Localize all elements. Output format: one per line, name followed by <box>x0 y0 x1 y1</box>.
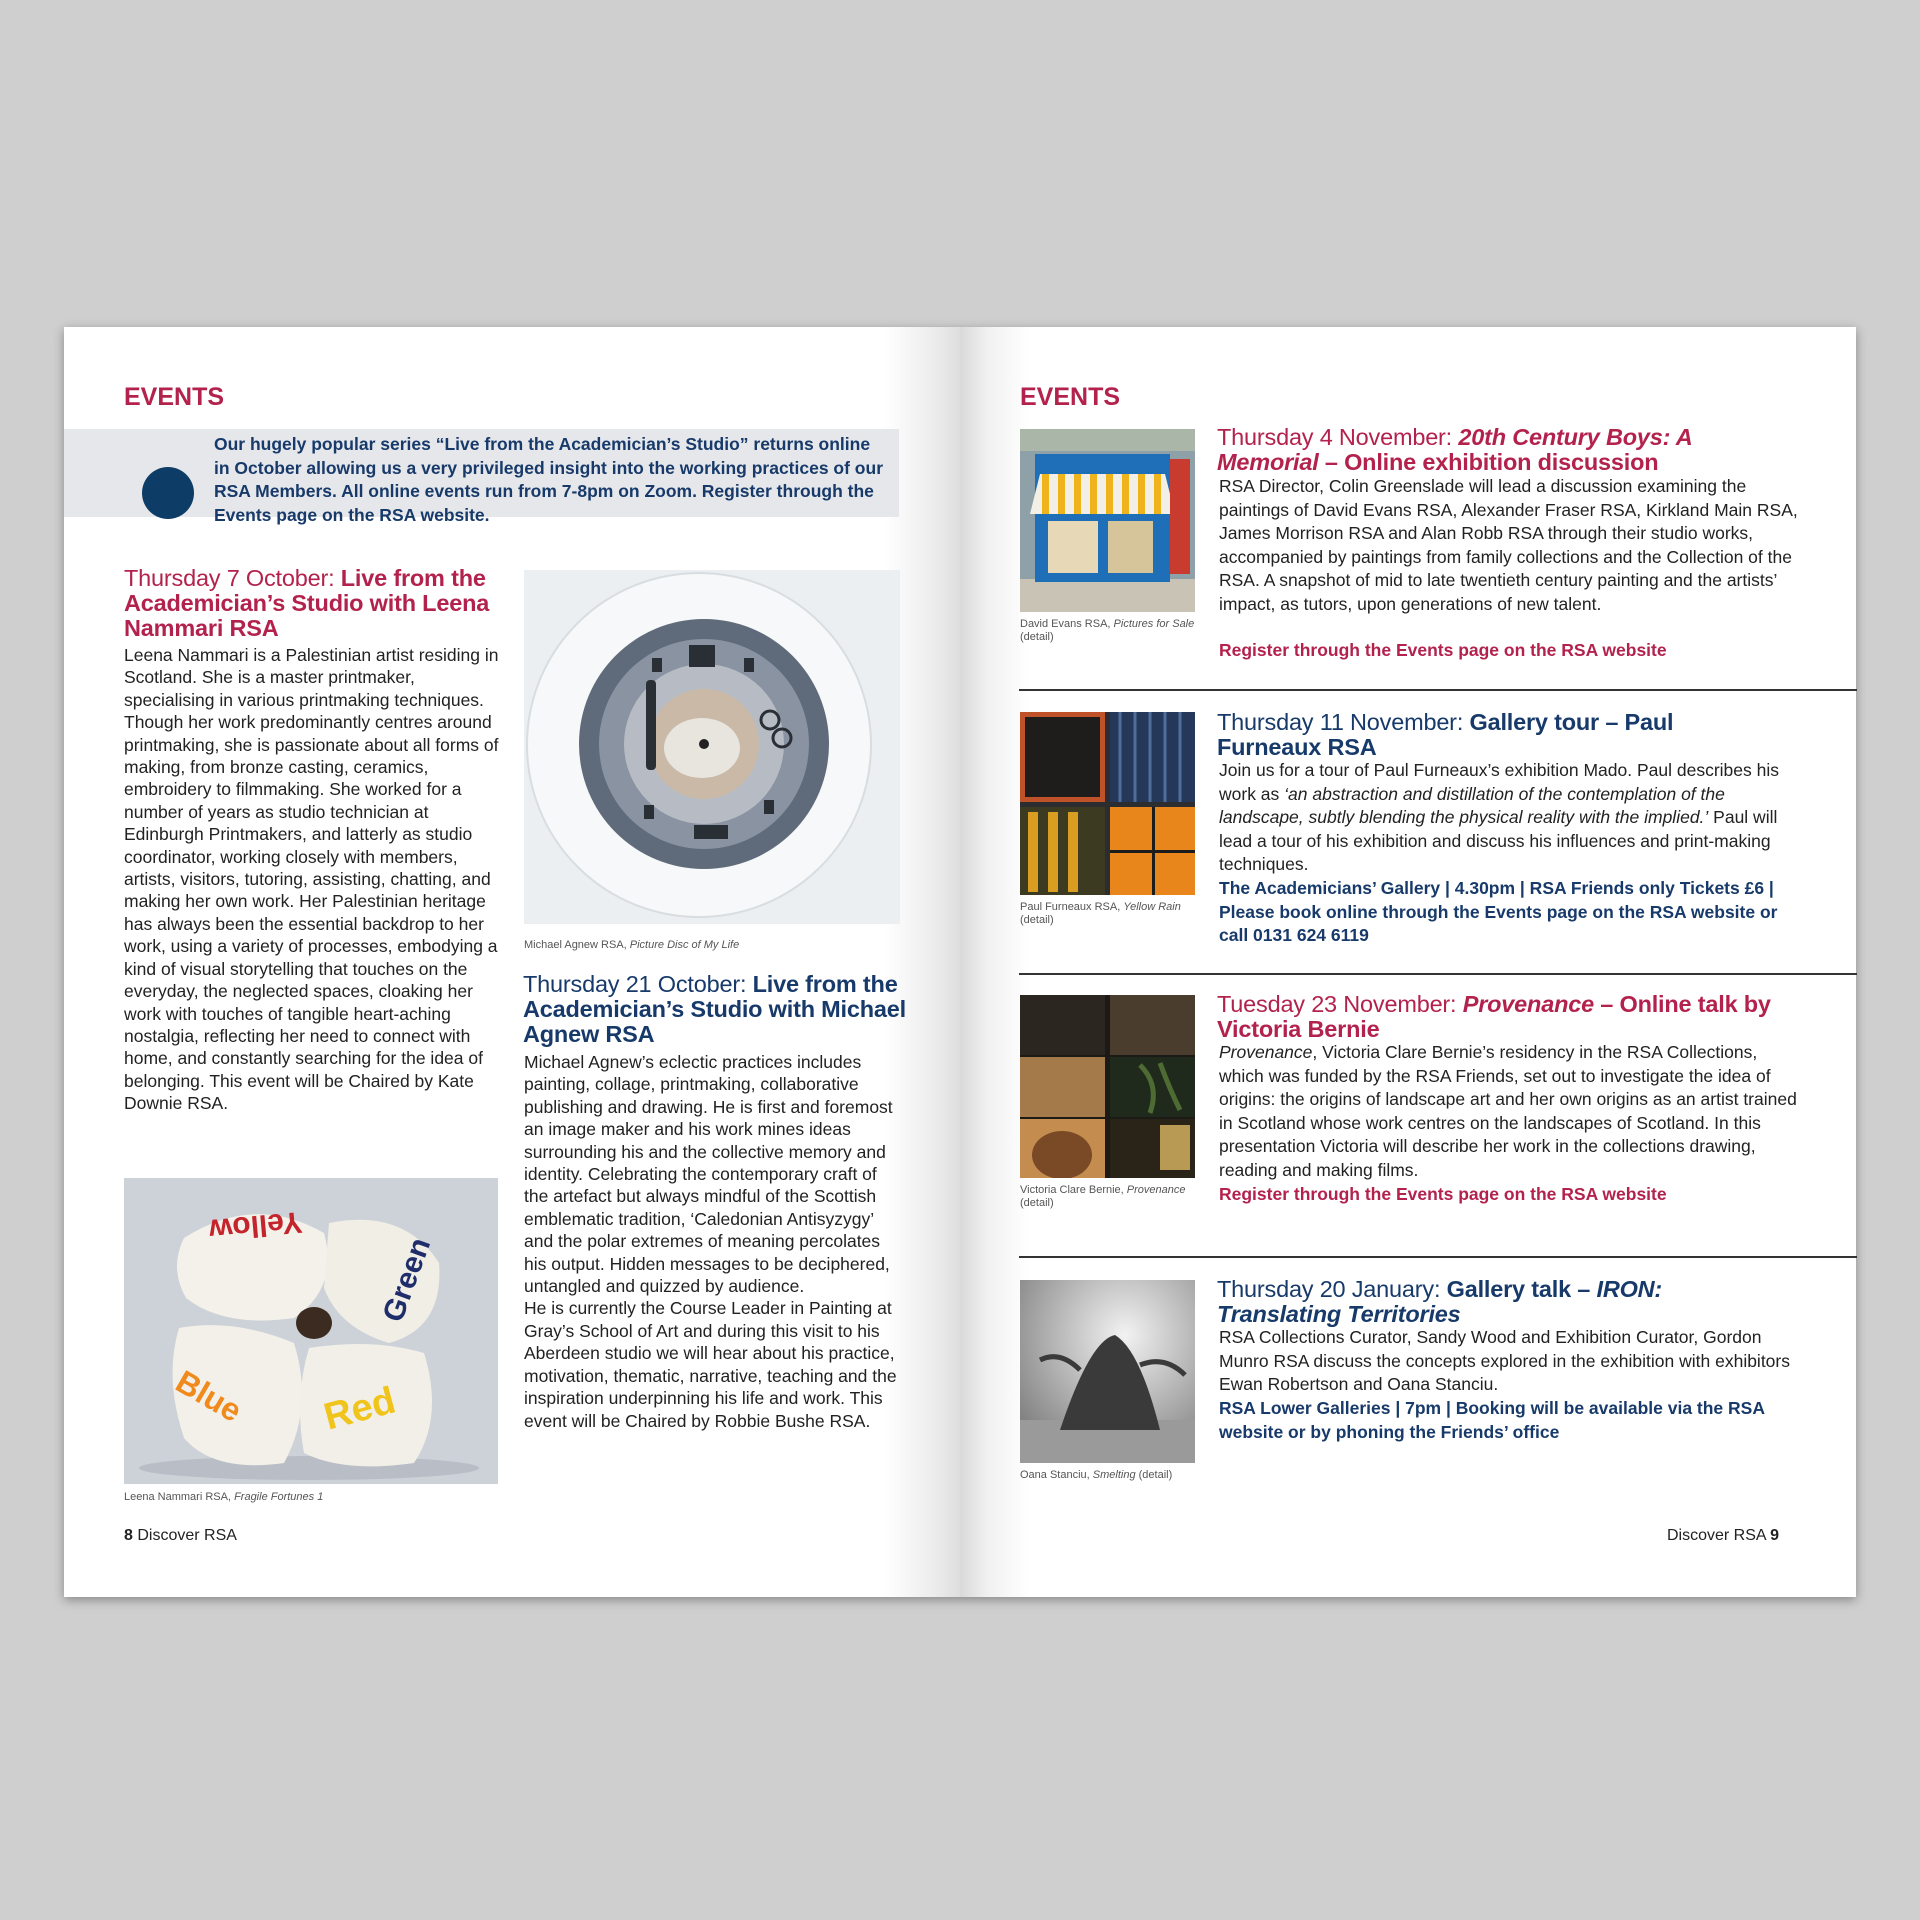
abstract-grid-artwork <box>1020 712 1195 895</box>
intro-band <box>64 429 899 525</box>
body-text: , Victoria Clare Bernie’s residency in the RSA Collections, which was funded by the RSA Friends, set out to investigate the idea of origins: the origins of landscape art and her own origins as an artist trained in Scotland whose work centres on the landscapes of Scotland. In this presentation Victoria will describe her work in the collections drawing, reading and making films. <box>1219 1042 1797 1180</box>
event-body-paragraph: He is currently the Course Leader in Painting at Gray’s School of Art and during this visit to his Aberdeen studio we will hear about his practice, motivation, thematic, narrative, teaching and the inspiration underpinning his life and work. This event will be Chaired by Robbie Bushe RSA. <box>524 1298 897 1431</box>
event-date: Thursday 20 January: <box>1217 1276 1441 1302</box>
caption-title: Smelting <box>1092 1469 1136 1481</box>
page-footer <box>1667 1527 1779 1545</box>
event-date: Thursday 11 November: <box>1217 709 1464 735</box>
smelting-image <box>1020 1280 1195 1463</box>
event-name: – Online talk by Victoria Bernie <box>1217 991 1771 1042</box>
event-date: Tuesday 23 November: <box>1217 991 1457 1017</box>
left-page <box>64 327 960 1597</box>
event-name-italic: 20th Century Boys: A Memorial <box>1217 424 1692 475</box>
caption-artist: Victoria Clare Bernie, <box>1020 1184 1124 1196</box>
event-date: Thursday 7 October: <box>124 565 335 591</box>
caption-note: (detail) <box>1020 914 1054 926</box>
event-date: Thursday 4 November: <box>1217 424 1453 450</box>
image-caption <box>124 1491 323 1504</box>
caption-note: (detail) <box>1020 631 1054 643</box>
caption-artist: Paul Furneaux RSA, <box>1020 901 1121 913</box>
picture-disc-image <box>524 570 900 924</box>
event-body <box>1219 759 1804 877</box>
section-label: EVENTS <box>124 383 225 411</box>
image-caption <box>1020 618 1194 644</box>
event-info: The Academicians’ Gallery | 4.30pm | RSA Friends only Tickets £6 | Please book online through the Events page on the RSA website or call 0131 624 6119 <box>1219 878 1778 945</box>
image-caption <box>1020 1469 1172 1482</box>
event-body-paragraph: Michael Agnew’s eclectic practices includes painting, collage, printmaking, collaborative publishing and drawing. He is first and foremost an image maker and his work mines ideas surrounding his and the collective memory and identity. Celebrating the contemporary craft of the artefact but always mindful of the Scottish emblematic tradition, ‘Caledonian Antisyzygy’ and the polar extremes of meaning percolates his output. Hidden messages to be deciphered, untangled and quizzed by audience. <box>524 1052 893 1297</box>
event-title <box>1217 425 1737 475</box>
event-body: RSA Director, Colin Greenslade will lead a discussion examining the paintings of David Evans RSA, Alexander Fraser RSA, Kirkland Main RSA, James Morrison RSA and Alan Robb RSA through their studio works, accompanied by paintings from family collections and the Collection of the RSA. A snapshot of mid to late twentieth century painting and the artists’ impact, as tutors, upon generations of new talent. <box>1219 476 1798 614</box>
event-name: – Online exhibition discussion <box>1318 449 1659 475</box>
event-title <box>1217 710 1737 760</box>
event-name: Gallery tour – Paul Furneaux RSA <box>1217 709 1674 760</box>
page-footer <box>124 1527 237 1545</box>
event-title <box>1217 992 1777 1042</box>
smelting-sculpture-artwork <box>1020 1280 1195 1463</box>
event-body <box>1219 1041 1804 1182</box>
caption-title: Pictures for Sale <box>1113 618 1195 630</box>
provenance-collage-artwork <box>1020 995 1195 1178</box>
page-number: 8 <box>124 1527 133 1544</box>
event-title <box>523 972 908 1047</box>
event-body: RSA Collections Curator, Sandy Wood and Exhibition Curator, Gordon Munro RSA discuss the concepts explored in the exhibition with exhibitors Ewan Robertson and Oana Stanciu. <box>1219 1327 1790 1394</box>
event-title <box>1217 1277 1717 1327</box>
event-name-italic: IRON: Translating Territories <box>1217 1276 1663 1327</box>
image-caption <box>524 939 739 952</box>
event-name: Live from the Academician’s Studio with Leena Nammari RSA <box>124 565 490 641</box>
caption-artist: David Evans RSA, <box>1020 618 1111 630</box>
footer-title: Discover RSA <box>137 1527 237 1544</box>
image-caption <box>1020 1184 1186 1210</box>
caption-artist: Leena Nammari RSA, <box>124 1491 231 1503</box>
page-number: 9 <box>1770 1527 1780 1544</box>
divider <box>1019 1256 1857 1258</box>
body-italic: Provenance <box>1219 1042 1313 1062</box>
bullet-dot-icon <box>142 467 194 519</box>
body-quote: ‘an abstraction and distillation of the contemplation of the landscape, subtly blending the physical reality with the implied.’ <box>1219 783 1725 827</box>
footer-title: Discover RSA <box>1667 1527 1766 1544</box>
caption-note: (detail) <box>1020 1197 1054 1209</box>
caption-artist: Oana Stanciu, <box>1020 1469 1090 1481</box>
caption-title: Yellow Rain <box>1123 901 1181 913</box>
event-body: Leena Nammari is a Palestinian artist residing in Scotland. She is a master printmaker, specialising in various printmaking techniques. Though her work predominantly centres around printmaking, she is passionate about all forms of making, from bronze casting, ceramics, embroidery to filmmaking. She worked for a number of years as studio technician at Edinburgh Printmakers, and latterly as studio coordinator, working closely with members, artists, visitors, tutoring, assisting, chatting, and making her own work. Her Palestinian heritage has always been the essential backdrop to her work, using a variety of processes, embodying a kind of visual storytelling that touches on the everyday, the neglected spaces, cloaking her work with touches of tangible heart-aching nostalgia, reflecting her need to connect with home, and constantly searching for the idea of belonging. This event will be Chaired by Kate Downie RSA. <box>124 645 499 1114</box>
caption-title: Provenance <box>1126 1184 1186 1196</box>
intro-text: Our hugely popular series “Live from the Academician’s Studio” returns online in October allowing us a very privileged insight into the working practices of our RSA Members. All online events run from 7-8pm on Zoom. Register through the Events page on the RSA website. <box>214 434 883 525</box>
fortune-word: Red <box>319 1379 400 1439</box>
fragile-fortunes-image <box>124 1178 498 1484</box>
caption-artist: Michael Agnew RSA, <box>524 939 627 951</box>
yellow-rain-image <box>1020 712 1195 895</box>
event-info-link[interactable]: Register through the Events page on the RSA website <box>1219 640 1667 660</box>
caption-title: Fragile Fortunes 1 <box>234 1491 324 1503</box>
body-text: Paul will lead a tour of his exhibition and discuss his influences and print-making techniques. <box>1219 807 1778 874</box>
shopfront-artwork <box>1020 429 1195 612</box>
pictures-for-sale-image <box>1020 429 1195 612</box>
picture-disc-artwork <box>524 570 900 924</box>
magazine-spread <box>64 327 1856 1597</box>
divider <box>1019 689 1857 691</box>
divider <box>1019 973 1857 975</box>
image-caption <box>1020 901 1181 927</box>
event-name-italic: Provenance <box>1462 991 1594 1017</box>
fortune-word: Green <box>376 1233 438 1327</box>
event-name: Live from the Academician’s Studio with Michael Agnew RSA <box>523 971 906 1047</box>
body-text: Join us for a tour of Paul Furneaux’s exhibition Mado. Paul describes his work as <box>1219 760 1779 804</box>
fortune-word: Blue <box>169 1363 248 1429</box>
provenance-image <box>1020 995 1195 1178</box>
event-title <box>124 566 494 641</box>
fortune-word: Yellow <box>207 1204 304 1247</box>
event-date: Thursday 21 October: <box>523 971 747 997</box>
event-info: RSA Lower Galleries | 7pm | Booking will be available via the RSA website or by phoning the Friends’ office <box>1219 1398 1765 1442</box>
section-label: EVENTS <box>1020 383 1121 411</box>
caption-title: Picture Disc of My Life <box>629 939 740 951</box>
caption-note: (detail) <box>1138 1469 1173 1481</box>
event-body <box>524 1051 904 1432</box>
event-name: Gallery talk – <box>1446 1276 1597 1302</box>
event-info-link[interactable]: Register through the Events page on the RSA website <box>1219 1184 1667 1204</box>
fortune-teller-artwork <box>124 1178 498 1484</box>
